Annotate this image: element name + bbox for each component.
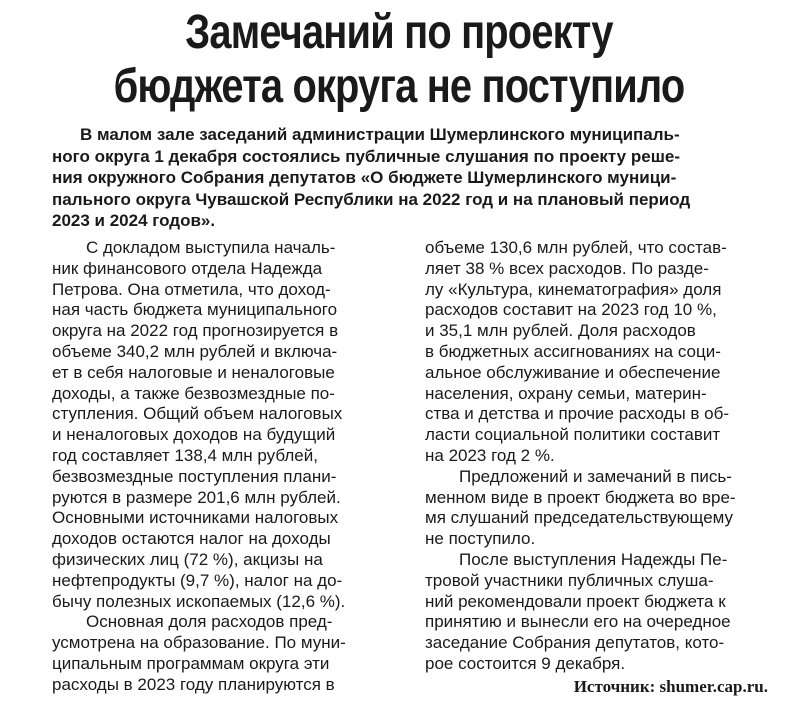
body-line: С докладом выступила началь- (86, 238, 336, 257)
body-line: ет в себя налоговые и неналоговые (52, 362, 335, 382)
body-line: альное обслуживание и обеспечение (425, 362, 721, 382)
body-line: принятию и вынесли его на очередное (425, 612, 731, 632)
body-line: ная часть бюджета муниципального (52, 300, 338, 320)
body-line: доходы, а также безвозмездные по- (52, 383, 335, 403)
article-headline (68, 6, 730, 114)
lead-line: ния окружного Собрания депутатов «О бюджете Шумерлинского муници- (52, 168, 677, 188)
body-line: округа на 2022 год прогнозируется в (52, 321, 339, 341)
body-line: Предложений и замечаний в пись- (459, 466, 732, 486)
article-lead (52, 124, 772, 232)
body-line: год составляет 138,4 млн рублей, (52, 445, 318, 465)
lead-line: пального округа Чувашской Республики на 2022 год и на плановый период (52, 189, 691, 209)
body-line: не поступило. (425, 529, 536, 549)
source-credit: Источник: shumer.cap.ru. (573, 677, 768, 696)
body-line: ципальным программам округа эти (52, 653, 330, 673)
body-line: заседание Собрания депутатов, кото- (425, 633, 725, 653)
body-line: ласти социальной политики составит (425, 425, 721, 445)
body-line: на 2023 год 2 %. (425, 445, 555, 465)
body-line: ник финансового отдела Надежда (52, 258, 323, 278)
body-line: безвозмездные поступления плани- (52, 466, 337, 486)
body-line: ляет 38 % всех расходов. По разде- (425, 258, 709, 278)
body-line: Основная доля расходов пред- (86, 612, 333, 632)
body-line: тровой участники публичных слуша- (425, 570, 714, 590)
body-line: Основными источниками налоговых (52, 508, 339, 528)
body-line: и неналоговых доходов на будущий (52, 425, 336, 445)
body-line: расходы в 2023 году планируются в (52, 674, 335, 694)
body-line: рое состоится 9 декабря. (425, 653, 626, 673)
body-line: в бюджетных ассигнованиях на соци- (425, 341, 721, 361)
body-line: Петрова. Она отметила, что доход- (52, 279, 331, 299)
body-line: объеме 340,2 млн рублей и включа- (52, 341, 338, 361)
headline-line-2: бюджета округа не поступило (113, 60, 685, 113)
body-line: После выступления Надежды Пе- (459, 549, 728, 569)
body-line: расходов составит на 2023 год 10 %, (425, 300, 717, 320)
article-right-column (425, 238, 773, 675)
body-line: мя слушаний председательствующему (425, 508, 734, 528)
body-line: бычу полезных ископаемых (12,6 %). (52, 591, 346, 611)
body-line: ний рекомендовали проект бюджета к (425, 591, 726, 611)
body-line: и 35,1 млн рублей. Доля расходов (425, 321, 696, 341)
body-line: нефтепродукты (9,7 %), налог на до- (52, 570, 343, 590)
body-line: лу «Культура, кинематография» доля (425, 279, 722, 299)
lead-line: ного округа 1 декабря состоялись публичные слушания по проекту реше- (52, 146, 680, 166)
body-line: менном виде в проект бюджета во вре- (425, 487, 736, 507)
lead-line: 2023 и 2024 годов». (52, 211, 216, 231)
body-line: руются в размере 201,6 млн рублей. (52, 487, 341, 507)
body-line: доходов остаются налог на доходы (52, 529, 331, 549)
body-line: населения, охрану семьи, материн- (425, 383, 707, 403)
article-left-column (52, 238, 400, 696)
body-line: объеме 130,6 млн рублей, что состав- (425, 238, 727, 257)
lead-line: В малом зале заседаний администрации Шумерлинского муниципаль- (80, 125, 680, 144)
body-line: усмотрена на образование. По муни- (52, 633, 346, 653)
body-line: ступления. Общий объем налоговых (52, 404, 343, 424)
body-line: физических лиц (72 %), акцизы на (52, 549, 323, 569)
body-line: ства и детства и прочие расходы в об- (425, 404, 729, 424)
headline-line-1: Замечаний по проекту (185, 6, 613, 59)
